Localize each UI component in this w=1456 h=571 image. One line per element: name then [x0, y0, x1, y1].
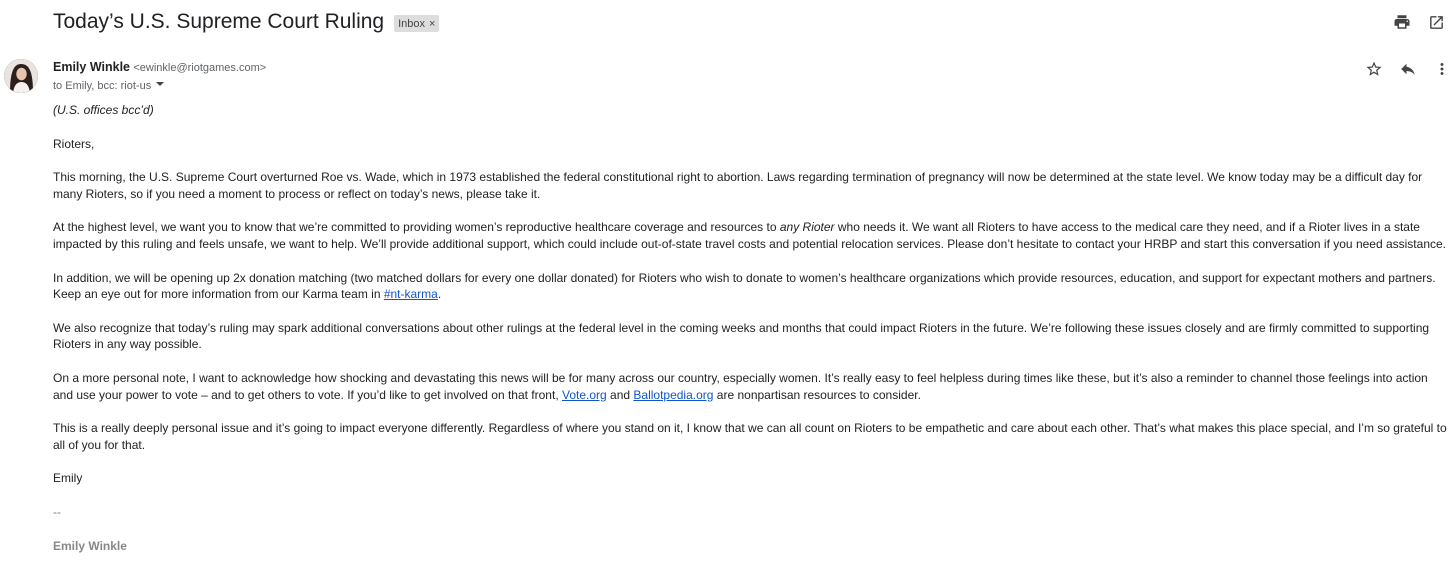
p5-text-a: On a more personal note, I want to acknowledge how shocking and devastating this news will be for many across our country, especially women. It’s really easy to feel helpless during times like these, but it’s also a reminder to channel those feelings into action and use your power to vote – and to get others to vote. If you’d like to get involved on that front,	[53, 370, 1428, 402]
remove-label-icon[interactable]: ×	[429, 17, 436, 30]
paragraph-1: This morning, the U.S. Supreme Court overturned Roe vs. Wade, which in 1973 established the federal constitutional right to abortion. Laws regarding termination of pregnancy will now be determined at the state level. We know today may be a difficult day for many Rioters, so if you need a moment to process or reflect on today’s news, please take it.	[53, 170, 1423, 201]
more-vert-icon[interactable]	[1432, 59, 1452, 79]
paragraph-2	[53, 219, 1448, 252]
sender-line	[53, 60, 266, 74]
signature-name: Emily Winkle	[53, 538, 127, 553]
p2-text-a: At the highest level, we want you to know that we’re committed to providing women’s reproductive healthcare coverage and resources to	[53, 220, 780, 235]
paragraph-3	[53, 270, 1448, 303]
nt-karma-link[interactable]: #nt-karma	[383, 287, 438, 302]
greeting: Rioters,	[53, 136, 95, 151]
sender-email: <ewinkle@riotgames.com>	[133, 62, 267, 74]
open-in-new-window-icon[interactable]	[1426, 12, 1446, 32]
recipients-text: to Emily, bcc: riot-us	[53, 79, 152, 92]
thread-actions	[1392, 12, 1446, 32]
print-icon[interactable]	[1392, 12, 1412, 32]
reply-icon[interactable]	[1398, 59, 1418, 79]
ballotpedia-link[interactable]: Ballotpedia.org	[633, 387, 714, 402]
paragraph-5	[53, 370, 1448, 403]
paragraph-6: This is a really deeply personal issue and it’s going to impact everyone differently. Regardless of where you stand on it, I know that we can all count on Rioters to be empathetic and care about each other. That’s what makes this place special, and I’m so grateful to all of you for that.	[53, 421, 1447, 452]
paragraph-4: We also recognize that today’s ruling may spark additional conversations about other rulings at the federal level in the coming weeks and months that could impact Rioters in the future. We’re following these issues closely and are firmly committed to supporting Rioters in any way possible.	[53, 320, 1430, 352]
p5-text-mid: and	[606, 387, 634, 402]
star-icon[interactable]	[1364, 59, 1384, 79]
chevron-down-icon[interactable]	[155, 79, 165, 92]
p2-emphasis: any Rioter	[779, 220, 835, 235]
p5-text-b: are nonpartisan resources to consider.	[713, 387, 921, 402]
inbox-label-chip[interactable]	[394, 15, 439, 32]
recipients-line	[53, 79, 165, 92]
message-actions	[1364, 59, 1452, 79]
p3-text-a: In addition, we will be opening up 2x donation matching (two matched dollars for every one dollar donated) for Rioters who wish to donate to women’s healthcare organizations which provide resources, education, and support for expectant mothers and partners. Keep an eye out for more information from our Karma team in	[53, 270, 1436, 302]
vote-org-link[interactable]: Vote.org	[561, 387, 607, 402]
sender-name[interactable]: Emily Winkle	[53, 60, 130, 74]
email-body	[53, 102, 1448, 571]
closing: Emily	[53, 471, 83, 486]
avatar[interactable]	[4, 59, 38, 93]
p3-text-b: .	[437, 287, 442, 302]
p2-text-b: who needs it. We want all Rioters to have access to the medical care they need, and if a Rioter lives in a state impacted by this ruling and feels unsafe, we want to help. We’ll provide additional support, which could include out-of-state travel costs and potential relocation services. Please don’t hesitate to contact your HRBP and start this conversation if you need assistance.	[53, 220, 1446, 251]
bcc-note: (U.S. offices bcc’d)	[53, 103, 154, 117]
email-subject-bar	[53, 8, 439, 36]
email-subject: Today’s U.S. Supreme Court Ruling	[53, 10, 385, 33]
label-text: Inbox	[398, 17, 426, 30]
signature-separator: --	[53, 504, 61, 519]
